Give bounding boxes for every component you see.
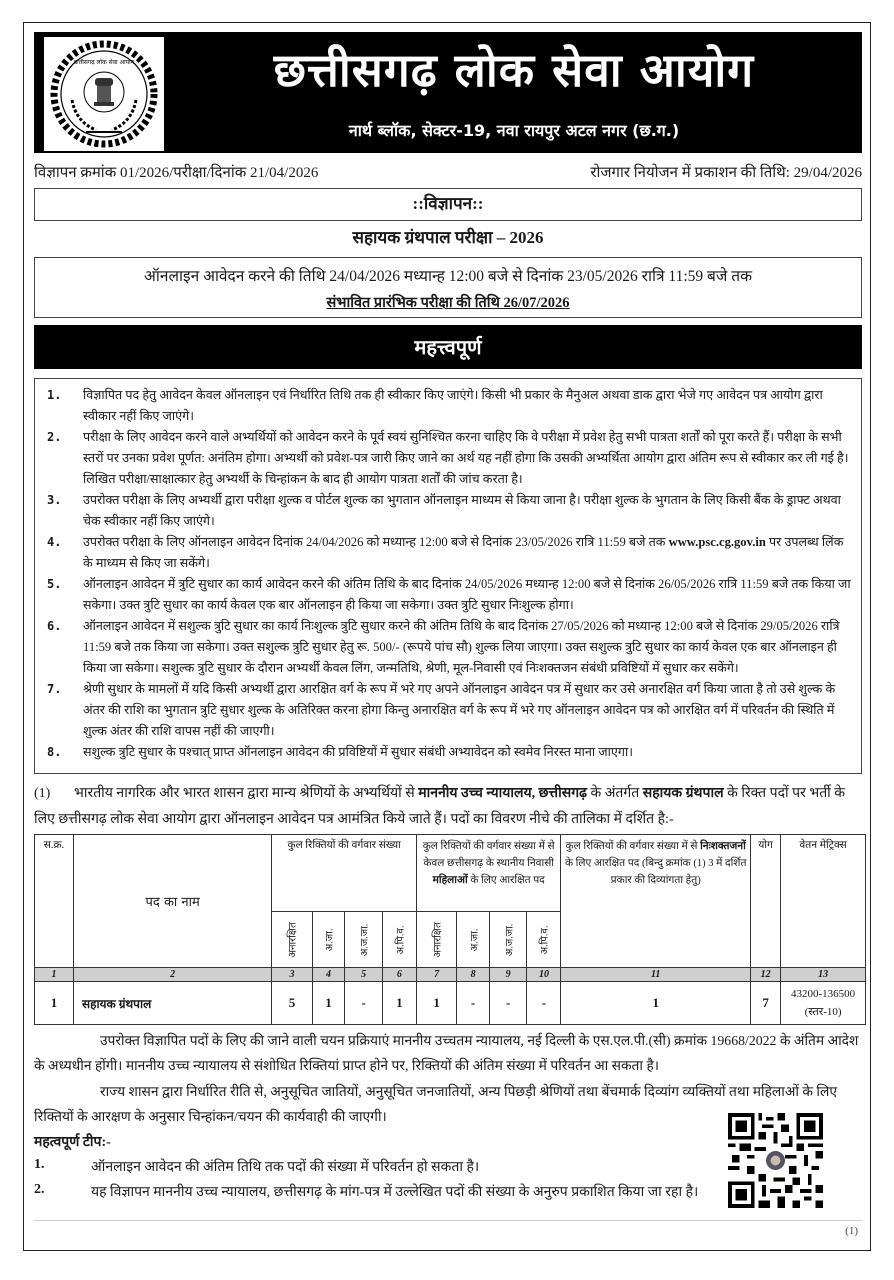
header-post-name: पद का नाम — [73, 835, 271, 968]
cell-women-st: - — [489, 982, 527, 1025]
subheader-st: अ.ज.जा. — [345, 912, 383, 968]
tip-item: 2. यह विज्ञापन माननीय उच्च न्यायालय, छत्तीसगढ़ के मांग-पत्र में उल्लेखित पदों की संख्या के अनुरुप प्रकाशित किया जा रहा है। — [34, 1182, 699, 1200]
subheader-ur: अनारक्षित — [272, 912, 312, 968]
tip-item: 1. ऑनलाइन आवेदन की अंतिम तिथि तक पदों की संख्या में परिवर्तन हो सकता है। — [34, 1157, 480, 1175]
subheader-sc: अ.जा. — [312, 912, 345, 968]
exam-title: सहायक ग्रंथपाल परीक्षा – 2026 — [352, 228, 544, 247]
publication-date: रोजगार नियोजन में प्रकाशन की तिथि: 29/04/2026 — [590, 165, 862, 181]
subheader-women-sc: अ.जा. — [457, 912, 490, 968]
cell-women-sc: - — [457, 982, 490, 1025]
cell-sno: 1 — [35, 982, 74, 1025]
footer-divider — [34, 1220, 862, 1221]
header-sno: स.क्र. — [35, 835, 74, 968]
cell-st: - — [345, 982, 383, 1025]
header-banner — [34, 32, 862, 153]
table-header-row — [35, 835, 866, 912]
invitation-paragraph: (1) भारतीय नागरिक और भारत शासन द्वारा मान्य श्रेणियों के अभ्यर्थियों से माननीय उच्च न्यायालय, छत्तीसगढ़ के अंतर्गत सहायक ग्रंथपाल के रिक्त पदों पर भर्ती के लिए छत्तीसगढ़ लोक सेवा आयोग द्वारा ऑनलाइन आवेदन पत्र आमंत्रित किये जाते हैं। पदों का विवरण नीचे की तालिका में दर्शित है:- — [34, 786, 846, 827]
important-point: 5. ऑनलाइन आवेदन में त्रुटि सुधार का कार्य आवेदन करने की अंतिम तिथि के बाद दिनांक 24/05/2026 मध्यान्ह 12:00 बजे से दिनांक 26/05/2026 रात्रि 11:59 बजे तक किया जा सकेगा। उक्त त्रुटि सुधार का कार्य केवल एक बार ऑनलाइन ही किया जा सकेगा। उक्त त्रुटि सुधार निःशुल्क होगा। — [47, 577, 851, 612]
notice-label-box: ::विज्ञापन:: — [34, 188, 862, 221]
cell-post: सहायक ग्रंथपाल — [73, 982, 271, 1025]
column-number-row: 1 2 3 4 5 6 7 8 9 10 11 12 13 — [35, 968, 866, 982]
important-point: 1. विज्ञापित पद हेतु आवेदन केवल ऑनलाइन एवं निर्धारित तिथि तक ही स्वीकार किए जाएंगे। किसी भी प्रकार के मैनुअल अथवा डाक द्वारा भेजे गए आवेदन पत्र आयोग द्वारा स्वीकार नहीं किए जाएंगे। — [47, 388, 823, 423]
prelim-exam-date: संभावित प्रारंभिक परीक्षा की तिथि 26/07/2026 — [326, 295, 570, 311]
tips-title: महत्वपूर्ण टीप:- — [34, 1135, 111, 1150]
advertisement-page — [23, 22, 871, 1251]
vacancy-table — [34, 834, 866, 1025]
commission-title: छत्तीसगढ़ लोक सेवा आयोग — [273, 43, 755, 97]
important-point: 4. उपरोक्त परीक्षा के लिए ऑनलाइन आवेदन दिनांक 24/04/2026 को मध्यान्ह 12:00 बजे से दिनांक 23/05/2026 रात्रि 11:59 बजे तक www.psc.cg.gov.in पर उपलब्ध लिंक के माध्यम से किए जा सकेंगे। — [47, 535, 844, 570]
important-point: 7. श्रेणी सुधार के मामलों में यदि किसी अभ्यर्थी द्वारा आरक्षित वर्ग के रूप में भरे गए अपने ऑनलाइन आवेदन पत्र में सुधार कर उसे अनारक्षित वर्ग किया जाता है तो उसे शुल्क के अंतर की राशि का भुगतान त्रुटि सुधार शुल्क के अतिरिक्त करना होगा किन्तु अनारक्षित वर्ग के रूप में भरे गए ऑनलाइन आवेदन पत्र को आरक्षित वर्ग में परिवर्तन की स्थिति में शुल्क अंतर की राशि वापस नहीं की जाएगी। — [47, 682, 836, 738]
header-pay-matrix: वेतन मेट्रिक्स — [781, 835, 866, 968]
important-points-box — [34, 378, 862, 774]
cell-pay: 43200-136500 (स्तर-10) — [781, 982, 866, 1025]
reservation-paragraph: राज्य शासन द्वारा निर्धारित रीति से, अनुसूचित जातियों, अनुसूचित जनजातियों, अन्य पिछड़ी श्रेणियों तथा बेंचमार्क दिव्यांग व्यक्तियों तथा महिलाओं के लिए रिक्तियों के आरक्षण के अनुसार चिन्हांकन/चयन की कार्यवाही की जाएगी। — [34, 1084, 837, 1124]
important-point: 6. ऑनलाइन आवेदन में सशुल्क त्रुटि सुधार का कार्य निःशुल्क त्रुटि सुधार करने की अंतिम तिथि के बाद दिनांक 27/05/2026 को मध्यान्ह 12:00 बजे से दिनांक 29/05/2026 रात्रि 11:59 बजे तक किया जा सकेगा। उक्त सशुल्क त्रुटि सुधार हेतु रू. 500/- (रूपये पांच सौ) शुल्क लिया जाएगा। उक्त सशुल्क त्रुटि सुधार का कार्य केवल एक बार ऑनलाइन ही किया जा सकेगा। सशुल्क त्रुटि सुधार के दौरान अभ्यर्थी केवल लिंग, जन्मतिथि, श्रेणी, मूल-निवासी एवं निःशक्तजन संबंधी प्रविष्टियों में सुधार कर सकेंगे। — [47, 619, 840, 675]
important-banner: महत्त्वपूर्ण — [34, 325, 862, 369]
reference-line — [34, 162, 862, 182]
important-point: 3. उपरोक्त परीक्षा के लिए अभ्यर्थी द्वारा परीक्षा शुल्क व पोर्टल शुल्क का भुगतान ऑनलाइन माध्यम से किया जाना है। परीक्षा शुल्क के भुगतान के लिए किसी बैंक के ड्राफ्ट अथवा चेक स्वीकार नहीं किए जाएंगे। — [47, 493, 841, 528]
page-number: (1) — [845, 1225, 858, 1237]
online-application-dates: ऑनलाइन आवेदन करने की तिथि 24/04/2026 मध्यान्ह 12:00 बजे से दिनांक 23/05/2026 रात्रि 11:59 बजे तक — [144, 268, 752, 285]
svg-text:छत्तीसगढ़ लोक सेवा आयोग: छत्तीसगढ़ लोक सेवा आयोग — [73, 59, 135, 66]
psc-website-link[interactable]: www.psc.cg.gov.in — [668, 535, 766, 549]
subheader-women-obc: अ.पि.व. — [527, 912, 561, 968]
cell-total: 7 — [750, 982, 780, 1025]
important-point: 2. परीक्षा के लिए आवेदन करने वाले अभ्यर्थियों को आवेदन करने के पूर्व स्वयं सुनिश्चित करना चाहिए कि वे परीक्षा में प्रवेश हेतु सभी पात्रता शर्तों को पूरा करते हैं। परीक्षा के सभी स्तरों पर उनका प्रवेश पूर्णत: अनंतिम होगा। अभ्यर्थी को प्रवेश-पत्र जारी किए जाने का अर्थ यह नहीं होगा कि उसकी अभ्यर्थिता आयोग द्वारा अंतिम रूप से स्वीकार कर ली गई है। लिखित परीक्षा/साक्षात्कार हेतु अभ्यर्थी के चिन्हांकन के बाद ही आयोग पात्रता शर्तों की जांच करता है। — [47, 430, 849, 486]
qr-code-icon[interactable] — [728, 1113, 823, 1208]
cgpsc-emblem-icon — [44, 37, 164, 151]
cell-women-obc: - — [527, 982, 561, 1025]
header-category-total: कुल रिक्तियों की वर्गवार संख्या — [272, 835, 417, 912]
header-women-reserved: कुल रिक्तियों की वर्गवार संख्या में से केवल छत्तीसगढ़ के स्थानीय निवासी महिलाओं के लिए आरक्षित पद — [416, 835, 561, 912]
cell-pwd: 1 — [561, 982, 751, 1025]
table-row — [35, 982, 866, 1025]
court-order-paragraph: उपरोक्त विज्ञापित पदों के लिए की जाने वाली चयन प्रक्रियाएं माननीय उच्चतम न्यायालय, नई दिल्ली के एस.एल.पी.(सी) क्रमांक 19668/2022 के अंतिम आदेश के अध्यधीन होंगी। माननीय उच्च न्यायालय से संशोधित रिक्तियां प्राप्त होने पर, रिक्तियों की अंतिम संख्या में परिवर्तन आ सकता है। — [34, 1033, 859, 1073]
subheader-women-st: अ.ज.जा. — [489, 912, 527, 968]
header-pwd-reserved: कुल रिक्तियों की वर्गवार संख्या में से निःशक्तजनों के लिए आरक्षित पद (बिन्दु क्रमांक (1) 3 में दर्शित प्रकार की दिव्यांगता हेतु) — [561, 835, 751, 968]
cell-sc: 1 — [312, 982, 345, 1025]
cell-obc: 1 — [382, 982, 416, 1025]
important-point: 8. सशुल्क त्रुटि सुधार के पश्चात् प्राप्त ऑनलाइन आवेदन की प्रविष्टियों में सुधार संबंधी अभ्यावेदन को स्वमेव निरस्त माना जाएगा। — [47, 745, 633, 759]
commission-address: नार्थ ब्लॉक, सेक्टर-19, नवा रायपुर अटल नगर (छ.ग.) — [348, 121, 680, 140]
important-dates-box — [34, 257, 862, 318]
header-total: योग — [750, 835, 780, 968]
subheader-obc: अ.पि.व. — [382, 912, 416, 968]
cell-ur: 5 — [272, 982, 312, 1025]
subheader-women-ur: अनारक्षित — [416, 912, 456, 968]
advertisement-number: विज्ञापन क्रमांक 01/2026/परीक्षा/दिनांक 21/04/2026 — [34, 165, 319, 181]
cell-women-ur: 1 — [416, 982, 456, 1025]
